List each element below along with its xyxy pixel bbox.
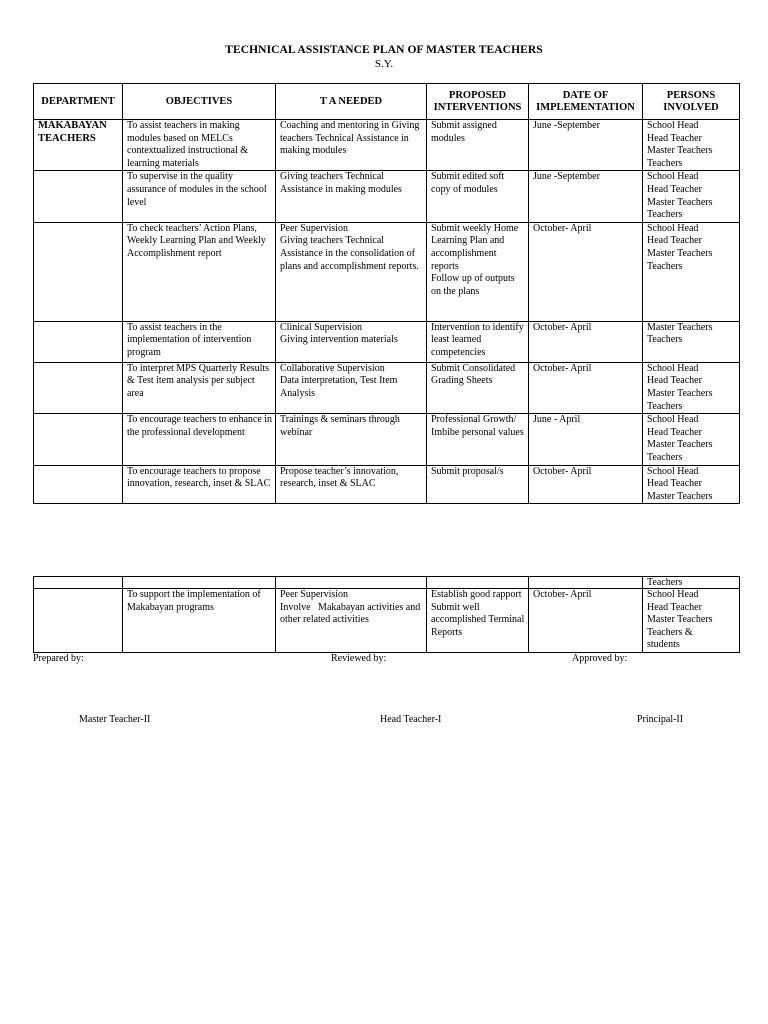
intervention-line: Submit edited soft copy of modules — [431, 171, 505, 195]
person-line: Master Teachers — [647, 614, 713, 626]
interventions-cell — [427, 465, 529, 504]
persons-cell — [643, 171, 740, 222]
table-row — [34, 171, 740, 222]
intervention-line: Submit assigned modules — [431, 120, 497, 144]
ta-cell — [276, 362, 427, 413]
ta-cell — [276, 414, 427, 465]
ta-cell — [276, 321, 427, 362]
person-line: Head Teacher — [647, 375, 702, 387]
reviewed-by-title: Head Teacher-I — [380, 714, 442, 725]
objective-cell: To encourage teachers to enhance in the professional development — [123, 414, 276, 465]
ta-cell — [276, 589, 427, 653]
intervention-line: Intervention to identify least learned competencies — [431, 321, 524, 358]
person-line: School Head — [647, 362, 699, 374]
objective-cell: To check teachers’ Action Plans, Weekly Learning Plan and Weekly Accomplishment report — [123, 222, 276, 321]
prepared-by-label: Prepared by: — [33, 653, 84, 664]
person-line: Master Teachers — [647, 439, 713, 451]
header-ta-needed: T A NEEDED — [276, 84, 427, 120]
dept-cell — [34, 465, 123, 504]
person-line: School Head — [647, 589, 699, 600]
approved-by-title: Principal-II — [637, 714, 684, 725]
date-cell: October- April — [529, 465, 643, 504]
date-cell: June -September — [529, 120, 643, 171]
persons-cell — [643, 589, 740, 653]
table-row-carryover — [34, 577, 740, 589]
objective-cell: To encourage teachers to propose innovation, research, inset & SLAC — [123, 465, 276, 504]
technical-assistance-table-continued — [33, 576, 740, 653]
table-row — [34, 465, 740, 504]
date-cell: June - April — [529, 414, 643, 465]
person-line: School Head — [647, 222, 699, 234]
dept-cell — [34, 589, 123, 653]
person-line: Teachers — [647, 334, 683, 346]
person-line: Head Teacher — [647, 132, 702, 144]
person-line: Teachers — [647, 451, 683, 463]
person-line: Head Teacher — [647, 426, 702, 438]
person-line: Master Teachers — [647, 490, 713, 502]
ta-line: Peer Supervision — [280, 589, 349, 600]
person-line: Head Teacher — [647, 183, 702, 195]
ta-line: Giving intervention materials — [280, 334, 398, 346]
person-line: Master Teachers — [647, 196, 713, 208]
intervention-line: Professional Growth/ Imbibe personal values — [431, 414, 524, 438]
person-line: students — [647, 639, 680, 651]
objective-cell: To assist teachers in the implementation of intervention program — [123, 321, 276, 362]
table-header-row — [34, 84, 740, 120]
person-line: Head Teacher — [647, 235, 702, 247]
person-line: Teachers — [647, 400, 683, 412]
dept-cell — [34, 577, 123, 589]
person-line: Master Teachers — [647, 145, 713, 157]
persons-cell: Teachers — [643, 577, 740, 589]
table-row — [34, 321, 740, 362]
ta-line: Giving teachers Technical Assistance in the consolidation of plans and accomplishment reports. — [280, 235, 419, 272]
ta-cell — [276, 465, 427, 504]
ta-line: Trainings & seminars through webinar — [280, 414, 400, 438]
ta-cell — [276, 171, 427, 222]
header-department: DEPARTMENT — [34, 84, 123, 120]
objective-cell: To supervise in the quality assurance of modules in the school level — [123, 171, 276, 222]
person-line: Teachers — [647, 209, 683, 221]
intervention-line: Submit proposal/s — [431, 465, 504, 477]
ta-line: Peer Supervision — [280, 222, 349, 234]
interventions-cell — [427, 222, 529, 321]
person-line: Head Teacher — [647, 478, 702, 490]
table-row — [34, 414, 740, 465]
person-line: Master Teachers — [647, 387, 713, 399]
interventions-cell — [427, 577, 529, 589]
person-line: Teachers & — [647, 626, 693, 638]
table-row — [34, 222, 740, 321]
ta-line: Involve Makabayan activities and other related activities — [280, 601, 423, 626]
dept-cell — [34, 362, 123, 413]
ta-line: Collaborative Supervision — [280, 362, 385, 374]
interventions-cell — [427, 321, 529, 362]
ta-line: Propose teacher’s innovation, research, inset & SLAC — [280, 465, 399, 490]
technical-assistance-table — [33, 83, 740, 504]
approved-by-label: Approved by: — [572, 653, 628, 664]
interventions-cell — [427, 362, 529, 413]
interventions-cell — [427, 120, 529, 171]
ta-cell — [276, 222, 427, 321]
interventions-cell — [427, 589, 529, 653]
person-line: Master Teachers — [647, 247, 713, 259]
objective-cell: To assist teachers in making modules based on MELCs contextualized instructional & learning materials — [123, 120, 276, 171]
persons-cell — [643, 120, 740, 171]
dept-cell — [34, 171, 123, 222]
person-line: Teachers — [647, 157, 683, 169]
header-date-of-implementation: DATE OF IMPLEMENTATION — [529, 84, 643, 120]
document-title: TECHNICAL ASSISTANCE PLAN OF MASTER TEACHERS — [225, 44, 543, 56]
table-row — [34, 362, 740, 413]
person-line: Head Teacher — [647, 601, 702, 613]
header-persons-involved: PERSONS INVOLVED — [643, 84, 740, 120]
header-objectives: OBJECTIVES — [123, 84, 276, 120]
intervention-line: Follow up of outputs on the plans — [431, 273, 515, 297]
objective-cell: To support the implementation of Makabayan programs — [123, 589, 276, 653]
intervention-line: Submit Consolidated Grading Sheets — [431, 362, 516, 387]
ta-line: Clinical Supervision — [280, 321, 362, 333]
interventions-cell — [427, 171, 529, 222]
dept-cell — [34, 321, 123, 362]
dept-cell — [34, 222, 123, 321]
date-cell: October- April — [529, 222, 643, 321]
intervention-line: Establish good rapport — [431, 589, 522, 600]
ta-cell — [276, 120, 427, 171]
interventions-cell — [427, 414, 529, 465]
person-line: School Head — [647, 171, 699, 183]
dept-cell: MAKABAYAN TEACHERS — [34, 120, 123, 171]
date-cell — [529, 577, 643, 589]
persons-cell — [643, 321, 740, 362]
intervention-line: Submit weekly Home Learning Plan and accomplishment reports — [431, 222, 519, 272]
prepared-by-title: Master Teacher-II — [79, 714, 151, 725]
objective-cell — [123, 577, 276, 589]
date-cell: June -September — [529, 171, 643, 222]
date-cell: October- April — [529, 321, 643, 362]
ta-cell — [276, 577, 427, 589]
person-line: School Head — [647, 414, 699, 426]
objective-cell: To interpret MPS Quarterly Results & Test item analysis per subject area — [123, 362, 276, 413]
table-row — [34, 120, 740, 171]
header-proposed-interventions: PROPOSED INTERVENTIONS — [427, 84, 529, 120]
ta-line: Giving teachers Technical Assistance in making modules — [280, 171, 402, 195]
persons-cell — [643, 465, 740, 504]
person-line: School Head — [647, 465, 699, 477]
person-line: Master Teachers — [647, 321, 713, 333]
intervention-line: Submit well accomplished Terminal Reports — [431, 601, 525, 638]
ta-line: Coaching and mentoring in Giving teachers Technical Assistance in making modules — [280, 120, 420, 157]
dept-cell — [34, 414, 123, 465]
persons-cell — [643, 362, 740, 413]
reviewed-by-label: Reviewed by: — [331, 653, 387, 664]
persons-cell — [643, 222, 740, 321]
person-line: School Head — [647, 120, 699, 131]
date-cell: October- April — [529, 589, 643, 653]
person-line: Teachers — [647, 260, 683, 272]
persons-cell — [643, 414, 740, 465]
school-year-label: S.Y. — [374, 58, 394, 70]
table-row — [34, 589, 740, 653]
ta-line: Data interpretation, Test Item Analysis — [280, 375, 398, 399]
date-cell: October- April — [529, 362, 643, 413]
